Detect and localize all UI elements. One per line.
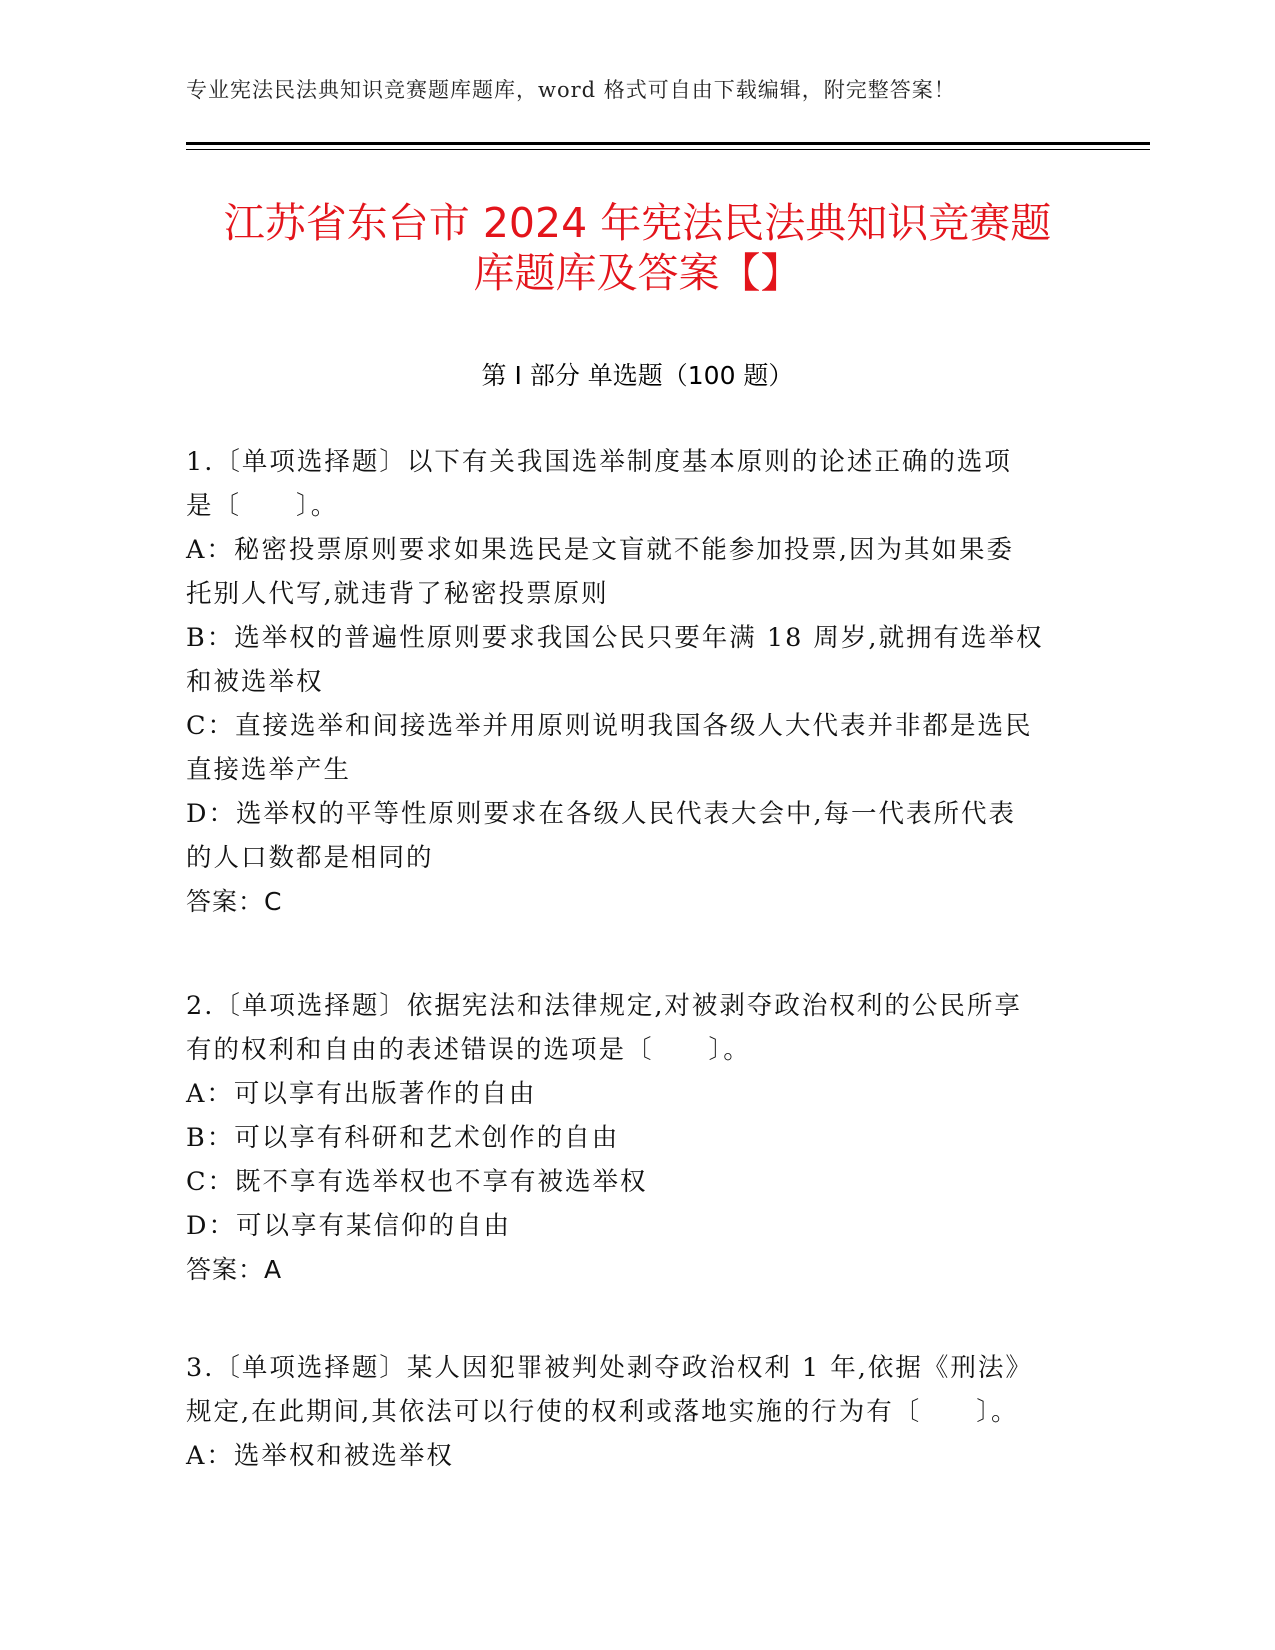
option-d-cont: 的人口数都是相同的	[186, 843, 434, 873]
answer-label: 答案：A	[186, 1255, 283, 1284]
title-line-1: 江苏省东台市 2024 年宪法民法典知识竞赛题	[223, 199, 1052, 247]
header-rule-thin	[186, 149, 1150, 150]
option-c: C：直接选举和间接选举并用原则说明我国各级人大代表并非都是选民	[186, 711, 1033, 741]
question-stem: 3.〔单项选择题〕某人因犯罪被判处剥夺政治权利 1 年,依据《刑法》	[186, 1353, 1033, 1383]
option-c-cont: 直接选举产生	[186, 755, 352, 785]
option-c: C：既不享有选举权也不享有被选举权	[186, 1167, 648, 1197]
option-a-cont: 托别人代写,就违背了秘密投票原则	[186, 579, 609, 609]
question-2	[186, 984, 1086, 1292]
answer-label: 答案：C	[186, 887, 283, 916]
option-a: A：可以享有出版著作的自由	[186, 1079, 537, 1109]
question-3	[186, 1346, 1086, 1478]
option-a: A：秘密投票原则要求如果选民是文盲就不能参加投票,因为其如果委	[186, 535, 1015, 565]
option-d: D：选举权的平等性原则要求在各级人民代表大会中,每一代表所代表	[186, 799, 1017, 829]
option-b-cont: 和被选举权	[186, 667, 324, 697]
option-b: B：可以享有科研和艺术创作的自由	[186, 1123, 620, 1153]
question-stem: 规定,在此期间,其依法可以行使的权利或落地实施的行为有〔 〕。	[186, 1397, 1019, 1427]
document-title	[150, 198, 1125, 298]
option-d: D：可以享有某信仰的自由	[186, 1211, 511, 1241]
question-stem: 有的权利和自由的表述错误的选项是〔 〕。	[186, 1035, 751, 1065]
question-1	[186, 440, 1086, 924]
section-title: 第 I 部分 单选题（100 题）	[481, 361, 794, 390]
option-a: A：选举权和被选举权	[186, 1441, 454, 1471]
title-line-2: 库题库及答案【】	[473, 249, 802, 297]
page-header: 专业宪法民法典知识竞赛题库题库，word 格式可自由下载编辑，附完整答案！	[186, 78, 956, 102]
option-b: B：选举权的普遍性原则要求我国公民只要年满 18 周岁,就拥有选举权	[186, 623, 1044, 653]
question-stem: 2.〔单项选择题〕依据宪法和法律规定,对被剥夺政治权利的公民所享	[186, 991, 1022, 1021]
question-stem: 1.〔单项选择题〕以下有关我国选举制度基本原则的论述正确的选项	[186, 447, 1012, 477]
question-stem: 是〔 〕。	[186, 491, 339, 521]
header-rule-thick	[186, 142, 1150, 145]
